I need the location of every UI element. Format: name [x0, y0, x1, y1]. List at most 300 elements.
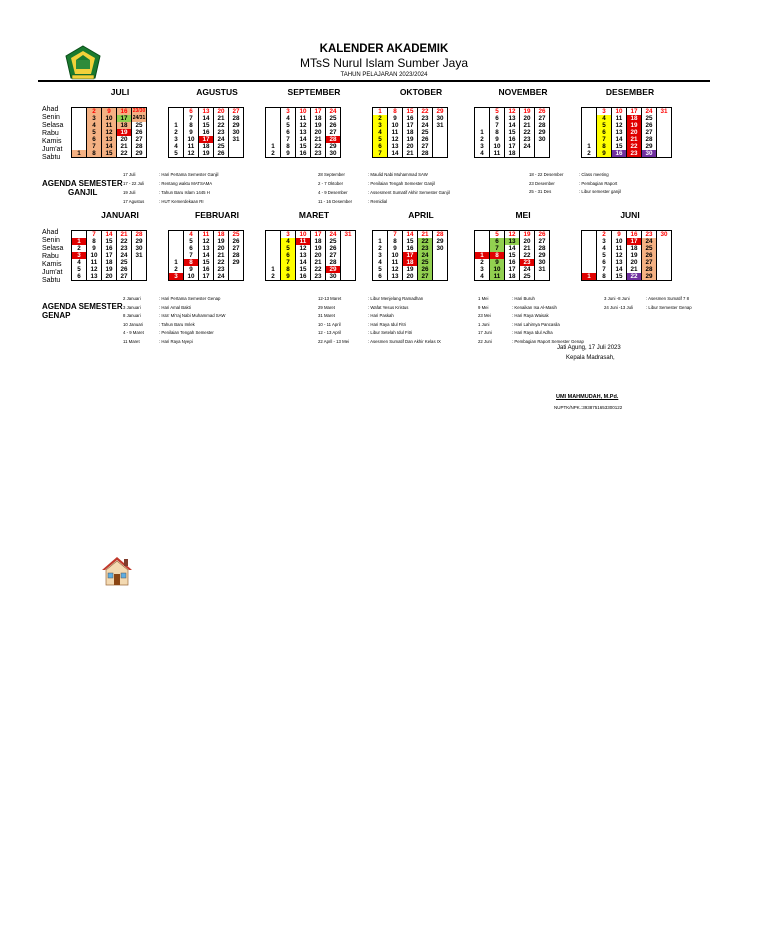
agenda-event: : Asesmen Sumatif Dan Akhir Kelas IX	[368, 338, 441, 344]
agenda-event: : Hari Paskah	[368, 313, 394, 318]
date-cell: 12	[199, 238, 214, 245]
agenda-item	[123, 339, 193, 344]
agenda-date: 10 - 11 April	[318, 321, 341, 327]
date-cell: 18	[102, 259, 117, 266]
agenda-event: : Libur Setelah Idul Fitri	[368, 330, 413, 335]
date-cell: 11	[388, 129, 403, 136]
date-cell: 2	[373, 115, 388, 122]
date-cell: 27	[535, 115, 550, 122]
date-cell: 16	[403, 115, 418, 122]
date-cell: 8	[281, 266, 296, 273]
date-cell: 30	[657, 231, 672, 239]
date-cell: 2	[597, 231, 612, 239]
date-cell: 5	[281, 122, 296, 129]
agenda-heading-line2: GANJIL	[68, 188, 98, 197]
date-cell: 18	[311, 238, 326, 245]
date-cell: 29	[326, 266, 341, 273]
date-cell: 8	[281, 143, 296, 150]
agenda-date: 12-13 Maret	[318, 296, 342, 301]
date-cell: 4	[475, 273, 490, 281]
date-cell: 22	[311, 143, 326, 150]
agenda-item	[478, 305, 557, 310]
date-cell: 18	[403, 259, 418, 266]
date-cell: 26	[418, 266, 433, 273]
date-cell: 27	[326, 252, 341, 259]
date-cell: 13	[505, 115, 520, 122]
signature-name: UMI MAHMUDAH, M.Pd.	[556, 394, 619, 400]
agenda-date: 17 - 22 Juli	[123, 181, 145, 186]
date-cell: 8	[87, 238, 102, 245]
date-cell: 6	[72, 273, 87, 281]
date-cell	[169, 231, 184, 239]
date-cell: 21	[520, 122, 535, 129]
date-cell: 31	[433, 122, 448, 129]
month-name: DESEMBER	[605, 87, 655, 97]
date-cell: 30	[535, 136, 550, 143]
date-cell: 2	[373, 245, 388, 252]
date-cell: 18	[627, 245, 642, 252]
agenda-event: : Pembagian Raport	[579, 180, 618, 186]
date-cell: 13	[87, 273, 102, 281]
date-cell: 19	[627, 122, 642, 129]
agenda-date: 4 - 9 Maret	[123, 330, 144, 335]
agenda-item	[478, 313, 549, 318]
date-cell: 18	[505, 150, 520, 158]
date-cell: 19	[403, 266, 418, 273]
date-cell: 23	[311, 273, 326, 281]
date-cell: 26	[642, 122, 657, 129]
date-cell: 30	[642, 150, 657, 158]
date-cell: 13	[296, 129, 311, 136]
date-cell: 14	[102, 231, 117, 239]
date-cell	[582, 238, 597, 245]
date-cell: 5	[597, 122, 612, 129]
date-cell: 28	[418, 150, 433, 158]
date-cell: 11	[296, 238, 311, 245]
date-cell: 23	[418, 245, 433, 252]
date-cell	[169, 252, 184, 259]
date-cell: 16	[296, 273, 311, 281]
date-cell: 14	[612, 136, 627, 143]
date-cell: 13	[612, 129, 627, 136]
date-cell: 9	[490, 136, 505, 143]
date-cell: 9	[490, 259, 505, 266]
date-cell: 23	[418, 115, 433, 122]
date-cell	[582, 259, 597, 266]
date-cell: 24	[214, 273, 229, 281]
date-cell: 15	[102, 238, 117, 245]
agenda-genap-heading	[42, 302, 123, 320]
date-cell: 10	[102, 115, 117, 122]
agenda-date: 22 Juni	[478, 338, 492, 344]
agenda-event: : Libur Menjelang Ramadhan	[368, 296, 424, 301]
date-cell: 14	[199, 115, 214, 122]
date-cell: 20	[403, 273, 418, 281]
date-cell: 28	[642, 266, 657, 273]
date-cell: 29	[132, 238, 147, 245]
date-cell: 1	[169, 259, 184, 266]
date-cell: 23	[311, 150, 326, 158]
agenda-event: : Remidial	[368, 199, 388, 204]
agenda-item	[529, 181, 617, 186]
agenda-date: 2 - 7 Oktober	[318, 181, 344, 186]
date-cell: 8	[388, 108, 403, 116]
date-cell: 29	[433, 108, 448, 116]
date-cell: 21	[214, 252, 229, 259]
day-name: Sabtu	[42, 277, 61, 284]
date-cell: 31	[132, 252, 147, 259]
date-cell: 3	[373, 122, 388, 129]
agenda-event: : Hari Raya Waisak	[512, 313, 549, 318]
date-cell	[657, 252, 672, 259]
agenda-event: : Isra' Mi'raj Nabi Muhammad SAW	[159, 313, 226, 318]
date-cell: 7	[490, 122, 505, 129]
month-grid	[372, 230, 448, 281]
date-cell: 8	[184, 259, 199, 266]
date-cell	[433, 259, 448, 266]
date-cell: 19	[311, 122, 326, 129]
date-cell: 11	[199, 231, 214, 239]
date-cell: 19	[199, 150, 214, 158]
agenda-item	[318, 313, 394, 318]
date-cell: 16	[403, 245, 418, 252]
date-cell: 22	[117, 150, 132, 158]
agenda-date: 4 - 9 Desember	[318, 190, 348, 195]
signature-place-date: Jati Agung, 17 Juli 2023	[557, 345, 621, 351]
month-name: AGUSTUS	[196, 87, 238, 97]
date-cell	[657, 122, 672, 129]
date-cell: 25	[326, 115, 341, 122]
date-cell: 14	[296, 136, 311, 143]
date-cell: 15	[403, 108, 418, 116]
date-cell: 16	[199, 266, 214, 273]
date-cell: 15	[505, 252, 520, 259]
date-cell: 2	[582, 150, 597, 158]
month-grid	[71, 107, 147, 158]
date-cell	[266, 122, 281, 129]
date-cell: 1	[72, 238, 87, 245]
date-cell: 10	[87, 252, 102, 259]
date-cell: 9	[184, 266, 199, 273]
date-cell: 6	[281, 252, 296, 259]
date-cell: 11	[87, 259, 102, 266]
date-cell	[433, 136, 448, 143]
date-cell: 1	[373, 238, 388, 245]
date-cell: 17	[311, 108, 326, 116]
date-cell: 5	[281, 245, 296, 252]
date-cell: 6	[490, 115, 505, 122]
date-cell: 18	[311, 115, 326, 122]
date-cell: 15	[612, 273, 627, 281]
date-cell: 16	[102, 245, 117, 252]
date-cell: 20	[520, 238, 535, 245]
date-cell: 5	[87, 129, 102, 136]
agenda-item	[123, 322, 195, 327]
date-cell: 13	[388, 273, 403, 281]
date-cell: 22	[418, 238, 433, 245]
date-cell: 30	[229, 129, 244, 136]
date-cell: 18	[199, 143, 214, 150]
date-cell: 21	[117, 143, 132, 150]
date-cell: 2	[266, 273, 281, 281]
date-cell: 10	[388, 122, 403, 129]
date-cell: 9	[87, 245, 102, 252]
date-cell: 7	[281, 259, 296, 266]
agenda-event: : Class meeting	[579, 172, 609, 177]
date-cell: 18	[117, 122, 132, 129]
agenda-event: : Wafat Yesus Kristus	[368, 304, 409, 310]
agenda-item	[318, 296, 423, 301]
date-cell	[132, 259, 147, 266]
date-cell	[341, 266, 356, 273]
home-icon[interactable]	[100, 555, 134, 587]
date-cell: 25	[642, 115, 657, 122]
date-cell: 25	[520, 273, 535, 281]
date-cell: 25	[214, 143, 229, 150]
agenda-event: : Tahun Baru Islam 1445 H	[159, 190, 210, 195]
agenda-date: 17 Juli	[123, 172, 136, 177]
date-cell: 13	[612, 259, 627, 266]
date-cell: 12	[505, 108, 520, 116]
date-cell	[475, 108, 490, 116]
date-cell: 11	[612, 115, 627, 122]
date-cell: 27	[117, 273, 132, 281]
agenda-event: : Hari Buruh	[512, 296, 535, 301]
date-cell	[266, 115, 281, 122]
date-cell: 14	[388, 150, 403, 158]
date-cell: 3	[72, 252, 87, 259]
date-cell: 24/31	[132, 115, 146, 121]
agenda-item	[318, 190, 450, 195]
date-cell: 9	[281, 273, 296, 281]
date-cell: 6	[281, 129, 296, 136]
date-cell: 29	[642, 273, 657, 281]
date-cell	[341, 238, 356, 245]
date-cell: 7	[184, 252, 199, 259]
date-cell: 3	[169, 136, 184, 143]
date-cell	[582, 108, 597, 116]
agenda-event: : Pembagian Raport Semester Genap	[512, 338, 584, 344]
date-cell: 23	[627, 150, 642, 158]
date-cell: 25	[326, 238, 341, 245]
date-cell: 12	[612, 122, 627, 129]
date-cell: 27	[535, 238, 550, 245]
date-cell: 26	[132, 129, 147, 136]
date-cell: 12	[505, 231, 520, 239]
date-cell	[229, 143, 244, 150]
date-cell: 26	[535, 231, 550, 239]
date-cell: 16	[199, 129, 214, 136]
date-cell: 13	[102, 136, 117, 143]
date-cell: 9	[612, 231, 627, 239]
date-cell: 1	[582, 273, 597, 281]
agenda-item	[123, 330, 214, 335]
date-cell: 26	[642, 252, 657, 259]
month-grid	[474, 107, 550, 158]
date-cell: 21	[627, 136, 642, 143]
agenda-event: : Maulid Nabi Muhammad SAW	[368, 172, 428, 177]
agenda-date: 2 Januari	[123, 296, 141, 301]
date-cell: 28	[326, 259, 341, 266]
date-cell: 23	[520, 136, 535, 143]
date-cell: 17	[199, 273, 214, 281]
date-cell: 22	[418, 108, 433, 116]
agenda-event: : Penilaian Tengah Semester Ganjil	[368, 181, 436, 186]
date-cell: 19	[311, 245, 326, 252]
date-cell: 29	[229, 122, 244, 129]
day-name: Ahad	[42, 106, 59, 113]
date-cell: 13	[199, 245, 214, 252]
date-cell: 24	[520, 266, 535, 273]
month-grid	[265, 230, 356, 281]
date-cell: 29	[535, 129, 550, 136]
date-cell: 15	[199, 259, 214, 266]
date-cell	[535, 143, 550, 150]
date-cell: 12	[87, 266, 102, 273]
date-cell: 21	[403, 150, 418, 158]
date-cell: 8	[87, 150, 102, 158]
date-cell: 25	[132, 122, 147, 129]
date-cell: 22	[520, 129, 535, 136]
date-cell: 3	[87, 115, 102, 122]
date-cell: 1	[475, 129, 490, 136]
date-cell: 15	[505, 129, 520, 136]
date-cell: 6	[490, 238, 505, 245]
date-cell: 14	[296, 259, 311, 266]
date-cell: 24	[642, 108, 657, 116]
date-cell: 10	[388, 252, 403, 259]
date-cell: 19	[520, 108, 535, 116]
date-cell: 5	[373, 266, 388, 273]
agenda-date: 31 Maret	[318, 313, 335, 318]
date-cell: 27	[642, 129, 657, 136]
date-cell: 5	[169, 150, 184, 158]
date-cell: 20	[214, 108, 229, 116]
date-cell: 10	[296, 231, 311, 239]
date-cell	[229, 273, 244, 281]
day-name: Rabu	[42, 253, 59, 260]
date-cell: 6	[87, 136, 102, 143]
date-cell: 6	[597, 129, 612, 136]
agenda-date: 10 Januari	[123, 321, 144, 327]
month-grid	[168, 230, 244, 281]
date-cell: 22	[627, 143, 642, 150]
date-cell	[169, 115, 184, 122]
date-cell	[475, 122, 490, 129]
date-cell: 21	[311, 136, 326, 143]
month-name: MEI	[515, 210, 531, 220]
date-cell: 18	[627, 115, 642, 122]
date-cell	[266, 259, 281, 266]
date-cell	[582, 122, 597, 129]
agenda-date: 23 Mei	[478, 313, 491, 318]
date-cell	[169, 238, 184, 245]
date-cell	[266, 108, 281, 116]
agenda-item	[123, 296, 220, 301]
agenda-date: 1 Mei	[478, 296, 489, 301]
date-cell	[657, 129, 672, 136]
date-cell: 1	[582, 143, 597, 150]
agenda-ganjil-heading	[42, 179, 123, 197]
date-cell: 25	[418, 259, 433, 266]
date-cell: 17	[627, 108, 642, 116]
date-cell: 9	[281, 150, 296, 158]
agenda-heading-line1: AGENDA SEMESTER	[42, 179, 123, 188]
date-cell: 4	[373, 259, 388, 266]
date-cell: 4	[281, 115, 296, 122]
date-cell	[582, 129, 597, 136]
agenda-event: : Hari Pertama Semester Genap	[159, 296, 221, 301]
date-cell: 30	[433, 115, 448, 122]
date-cell: 12	[388, 136, 403, 143]
date-cell: 9	[102, 108, 117, 116]
date-cell: 7	[87, 143, 102, 150]
date-cell: 30	[326, 150, 341, 158]
agenda-event: : Penilaian Tengah Semester	[159, 330, 214, 335]
date-cell: 12	[388, 266, 403, 273]
agenda-date: 17 Juni	[478, 330, 492, 335]
date-cell: 22	[627, 273, 642, 281]
date-cell: 13	[505, 238, 520, 245]
agenda-item	[478, 322, 560, 327]
month-grid	[168, 107, 244, 158]
date-cell	[132, 273, 147, 281]
date-cell: 30	[433, 245, 448, 252]
date-cell: 4	[281, 238, 296, 245]
date-cell: 13	[199, 108, 214, 116]
date-cell	[433, 129, 448, 136]
date-cell: 5	[490, 108, 505, 116]
day-name: Senin	[42, 114, 60, 121]
date-cell: 3	[597, 108, 612, 116]
date-cell	[266, 231, 281, 239]
date-cell: 4	[87, 122, 102, 129]
date-cell: 28	[229, 115, 244, 122]
agenda-event: : Hari Amal Bakti	[159, 304, 191, 310]
agenda-date: 3 Juni -8 Juni	[604, 296, 630, 301]
agenda-event: : HUT Kemerdekaan RI	[159, 199, 204, 204]
date-cell	[657, 259, 672, 266]
agenda-item	[123, 181, 212, 186]
month-name: JULI	[110, 87, 130, 97]
date-cell: 6	[373, 143, 388, 150]
date-cell	[582, 266, 597, 273]
date-cell	[475, 245, 490, 252]
date-cell	[657, 238, 672, 245]
month-name: NOVEMBER	[498, 87, 548, 97]
date-cell: 16	[505, 259, 520, 266]
date-cell	[657, 143, 672, 150]
date-cell: 2	[72, 245, 87, 252]
date-cell: 10	[490, 266, 505, 273]
date-cell	[266, 238, 281, 245]
date-cell: 13	[296, 252, 311, 259]
date-cell: 31	[657, 108, 672, 116]
agenda-date: 22 April - 13 Mei	[318, 338, 350, 344]
date-cell: 23	[214, 266, 229, 273]
date-cell: 29	[535, 252, 550, 259]
date-cell	[229, 150, 244, 158]
date-cell: 4	[184, 231, 199, 239]
month-name: SEPTEMBER	[287, 87, 341, 97]
date-cell: 1	[72, 150, 87, 158]
date-cell: 21	[627, 266, 642, 273]
agenda-event: : Hari Raya Idul Fitri	[368, 321, 406, 327]
agenda-item	[318, 322, 406, 327]
date-cell: 25	[642, 245, 657, 252]
page-title: KALENDER AKADEMIK	[319, 43, 449, 55]
date-cell: 11	[612, 245, 627, 252]
